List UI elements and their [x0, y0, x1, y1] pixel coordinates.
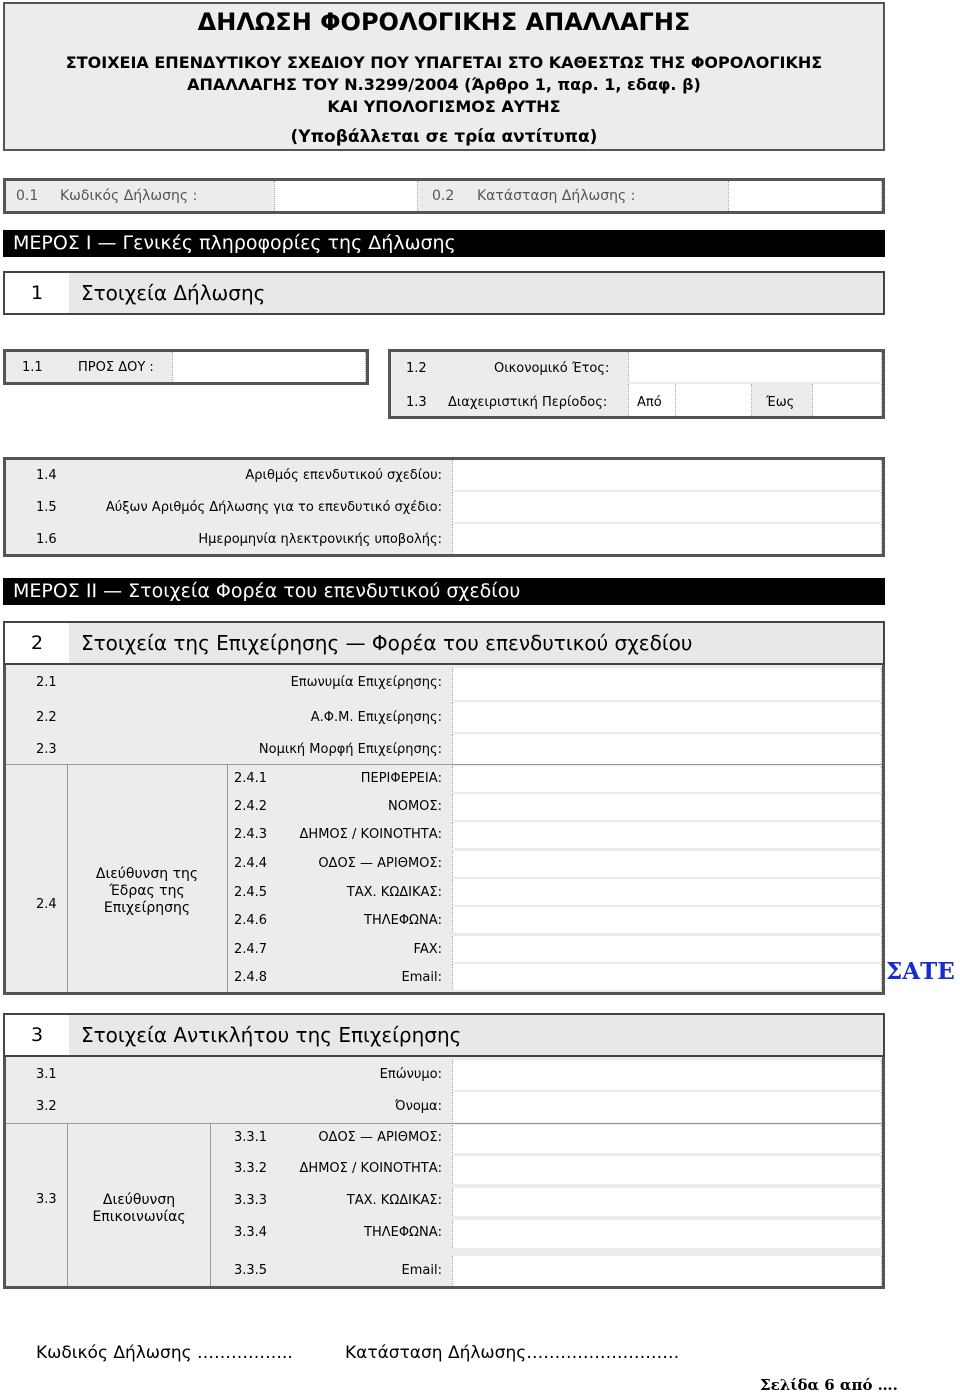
field-2-4-group-line3: Επιχείρησης: [103, 900, 191, 916]
field-1-6-num: 1.6: [36, 532, 57, 547]
footer-code: Κωδικός Δήλωσης ……………..: [36, 1343, 293, 1363]
address-label: ΔΗΜΟΣ / ΚΟΙΝΟΤΗΤΑ:: [299, 827, 442, 842]
part1-title: [3, 230, 885, 257]
page-number: Σελίδα 6 από ….: [760, 1376, 898, 1394]
section3-num: 3: [5, 1015, 69, 1055]
address-label: ΝΟΜΟΣ:: [388, 799, 442, 814]
code-label: Κωδικός Δήλωσης :: [60, 188, 198, 204]
contact-phones-input[interactable]: [452, 1220, 882, 1248]
field-1-2-label: Οικονομικό Έτος:: [494, 361, 610, 376]
contact-label: ΤΗΛΕΦΩΝΑ:: [364, 1225, 442, 1240]
fiscal-year-input[interactable]: [628, 352, 882, 382]
address-label: Email:: [401, 970, 442, 985]
field-2-1-num: 2.1: [36, 675, 57, 690]
address-num: 2.4.6: [234, 913, 268, 928]
contact-num: 3.3.3: [234, 1193, 268, 1208]
field-2-3-num: 2.3: [36, 742, 57, 757]
address-num: 2.4.3: [234, 827, 268, 842]
field-1-1-label: ΠΡΟΣ ΔΟΥ :: [78, 360, 154, 375]
declaration-status-input[interactable]: [728, 181, 882, 211]
field-3-2-num: 3.2: [36, 1099, 57, 1114]
field-3-3-num: 3.3: [36, 1192, 57, 1207]
submission-date-input[interactable]: [452, 524, 882, 554]
field-1-6-label: Ημερομηνία ηλεκτρονικής υποβολής:: [198, 532, 442, 547]
field-2-3-label: Νομική Μορφή Επιχείρησης:: [258, 742, 442, 757]
section1-num: 1: [5, 273, 69, 313]
contact-label: ΔΗΜΟΣ / ΚΟΙΝΟΤΗΤΑ:: [299, 1161, 442, 1176]
address-label: ΟΔΟΣ — ΑΡΙΘΜΟΣ:: [318, 856, 442, 871]
contact-municipality-input[interactable]: [452, 1156, 882, 1184]
contact-num: 3.3.5: [234, 1263, 268, 1278]
declaration-serial-input[interactable]: [452, 492, 882, 522]
part2-title: [3, 578, 885, 605]
field-1-5-label: Αύξων Αριθμός Δήλωσης για το επενδυτικό σχέδιο:: [105, 500, 442, 515]
code-num: 0.1: [16, 188, 39, 204]
status-label: Κατάσταση Δήλωσης :: [477, 188, 636, 204]
contact-num: 3.3.4: [234, 1225, 268, 1240]
address-num: 2.4.4: [234, 856, 268, 871]
contact-label: ΟΔΟΣ — ΑΡΙΘΜΟΣ:: [318, 1130, 442, 1145]
status-num: 0.2: [432, 188, 455, 204]
field-2-4-num: 2.4: [36, 897, 57, 912]
contact-label: ΤΑΧ. ΚΩΔΙΚΑΣ:: [346, 1193, 442, 1208]
part2-title-text: ΜΕΡΟΣ ΙΙ — Στοιχεία Φορέα του επενδυτικού σχεδίου: [13, 580, 521, 602]
email-input[interactable]: [452, 964, 882, 990]
field-2-2-label: Α.Φ.Μ. Επιχείρησης:: [310, 710, 442, 725]
footer-status: Κατάσταση Δήλωσης………………………: [345, 1343, 680, 1363]
field-1-3-num: 1.3: [406, 395, 427, 410]
part1-title-text: ΜΕΡΟΣ Ι — Γενικές πληροφορίες της Δήλωσης: [13, 232, 456, 254]
municipality-input[interactable]: [452, 822, 882, 848]
section2-header: [3, 621, 885, 665]
contact-num: 3.3.1: [234, 1130, 268, 1145]
field-2-4-group-line1: Διεύθυνση της: [95, 866, 199, 882]
period-from-label: Από: [637, 395, 662, 410]
postal-code-input[interactable]: [452, 879, 882, 905]
surname-input[interactable]: [452, 1060, 882, 1090]
contact-email-input[interactable]: [452, 1256, 882, 1286]
subtitle-line-1: ΣΤΟΙΧΕΙΑ ΕΠΕΝΔΥΤΙΚΟΥ ΣΧΕΔΙΟΥ ΠΟΥ ΥΠΑΓΕΤΑΙ ΣΤΟ ΚΑΘΕΣΤΩΣ ΤΗΣ ΦΟΡΟΛΟΓΙΚΗΣ: [65, 53, 823, 72]
fax-input[interactable]: [452, 936, 882, 962]
field-1-1-num: 1.1: [22, 360, 43, 375]
address-label: FAX:: [413, 942, 442, 957]
address-num: 2.4.5: [234, 885, 268, 900]
field-3-1-label: Επώνυμο:: [379, 1067, 442, 1082]
address-num: 2.4.7: [234, 942, 268, 957]
subtitle-line-2: ΑΠΑΛΛΑΓΗΣ ΤΟΥ Ν.3299/2004 (Άρθρο 1, παρ. 1, εδαφ. β): [187, 75, 701, 94]
address-num: 2.4.1: [234, 771, 268, 786]
field-2-2-num: 2.2: [36, 710, 57, 725]
address-num: 2.4.8: [234, 970, 268, 985]
contact-street-input[interactable]: [452, 1125, 882, 1153]
field-1-3-label: Διαχειριστική Περίοδος:: [448, 395, 608, 410]
copies-note: (Υποβάλλεται σε τρία αντίτυπα): [290, 127, 598, 147]
contact-label: Email:: [401, 1263, 442, 1278]
address-num: 2.4.2: [234, 799, 268, 814]
page-title: ΔΗΛΩΣΗ ΦΟΡΟΛΟΓΙΚΗΣ ΑΠΑΛΛΑΓΗΣ: [197, 8, 691, 36]
field-3-2-label: Όνομα:: [395, 1099, 442, 1114]
first-name-input[interactable]: [452, 1092, 882, 1122]
contact-num: 3.3.2: [234, 1161, 268, 1176]
section2-title: Στοιχεία της Επιχείρησης — Φορέα του επενδυτικού σχεδίου: [81, 631, 693, 655]
subtitle-line-3: ΚΑΙ ΥΠΟΛΟΓΙΣΜΟΣ ΑΥΤΗΣ: [327, 97, 561, 116]
prefecture-input[interactable]: [452, 794, 882, 820]
section3-header: [3, 1013, 885, 1057]
field-1-5-num: 1.5: [36, 500, 57, 515]
contact-postal-code-input[interactable]: [452, 1188, 882, 1216]
divider: [227, 764, 228, 992]
period-to-input[interactable]: [812, 384, 882, 416]
street-input[interactable]: [452, 851, 882, 877]
field-2-4-group-line2: Έδρας της: [109, 883, 185, 899]
period-to-label: Έως: [766, 395, 795, 410]
divider: [210, 1123, 211, 1286]
section1-title: Στοιχεία Δήλωσης: [81, 281, 266, 305]
region-input[interactable]: [452, 766, 882, 792]
declaration-code-input[interactable]: [274, 181, 418, 211]
address-label: ΠΕΡΙΦΕΡΕΙΑ:: [360, 771, 442, 786]
section3-title: Στοιχεία Αντικλήτου της Επιχείρησης: [81, 1023, 462, 1047]
field-3-3-group-line1: Διεύθυνση: [102, 1192, 176, 1208]
investment-plan-number-input[interactable]: [452, 460, 882, 490]
field-1-4-num: 1.4: [36, 468, 57, 483]
field-2-1-label: Επωνυμία Επιχείρησης:: [290, 675, 442, 690]
period-from-input[interactable]: [676, 384, 752, 416]
legal-form-input[interactable]: [452, 734, 882, 764]
field-3-3-group-line2: Επικοινωνίας: [92, 1209, 186, 1225]
company-vat-input[interactable]: [452, 702, 882, 732]
section1-header: [3, 271, 885, 315]
phones-input[interactable]: [452, 907, 882, 933]
divider: [6, 1123, 882, 1124]
tax-office-input[interactable]: [172, 352, 366, 382]
company-name-input[interactable]: [452, 668, 882, 700]
field-3-1-num: 3.1: [36, 1067, 57, 1082]
divider: [6, 764, 882, 765]
address-label: ΤΑΧ. ΚΩΔΙΚΑΣ:: [346, 885, 442, 900]
field-1-2-num: 1.2: [406, 361, 427, 376]
section2-num: 2: [5, 623, 69, 663]
address-label: ΤΗΛΕΦΩΝΑ:: [364, 913, 442, 928]
field-1-4-label: Αριθμός επενδυτικού σχεδίου:: [245, 468, 442, 483]
side-mark: ΣΑΤΕ: [886, 958, 955, 985]
